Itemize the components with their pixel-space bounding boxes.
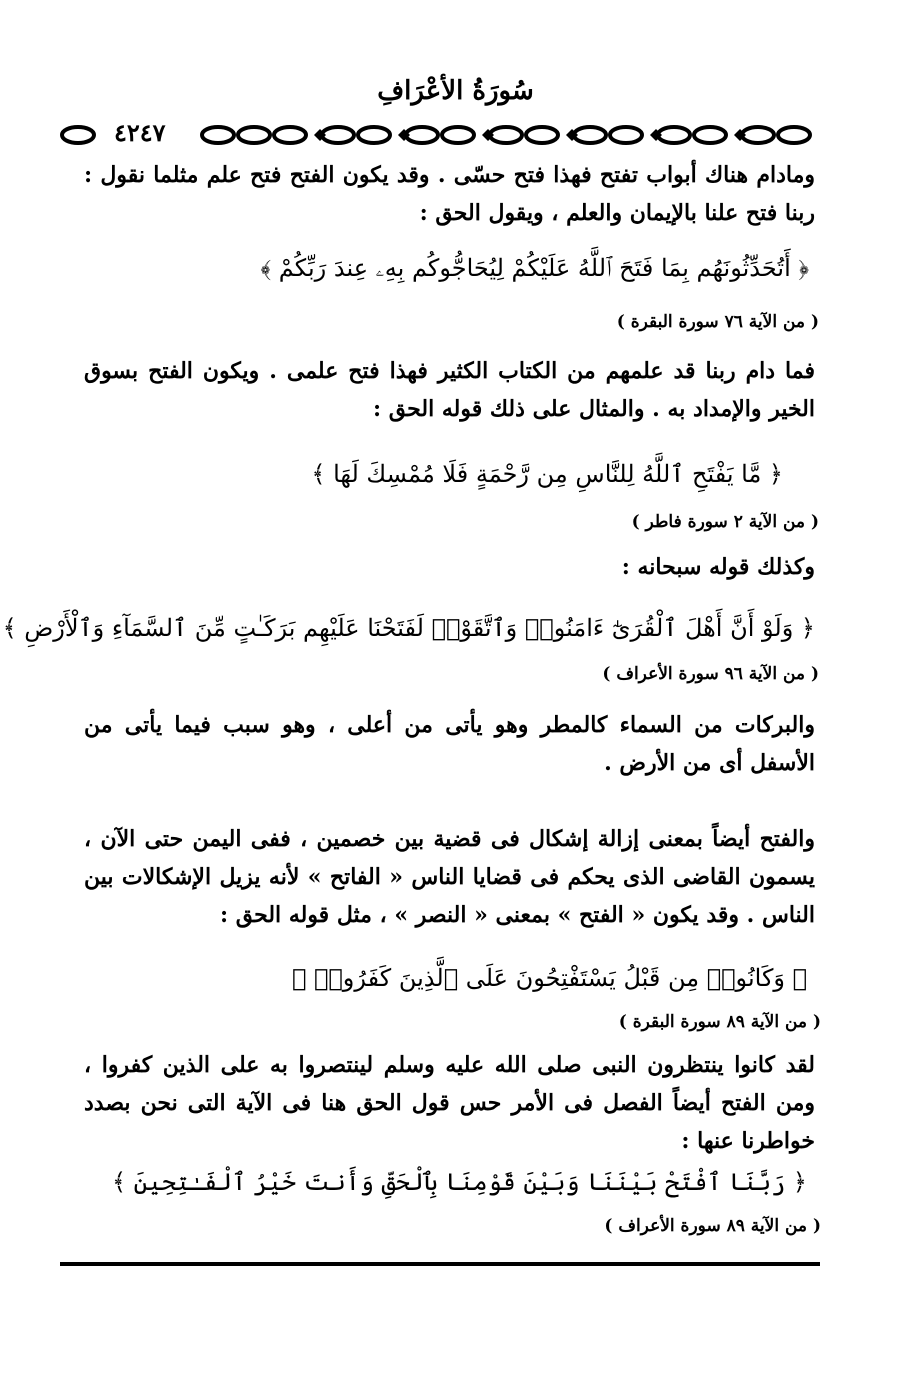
- verse-reference-4: ( من الآية ٨٩ سورة البقرة ): [618, 1012, 821, 1032]
- verse-1: ﴿ أَتُحَدِّثُونَهُم بِمَا فَتَحَ ٱللَّهُ عَلَيْكُمْ لِيُحَاجُّوكُم بِهِۦ عِندَ رَبِّكُمْ ﴾: [260, 254, 809, 282]
- ornament-border: [58, 122, 816, 148]
- paragraph-4: والبركات من السماء كالمطر وهو يأتى من أعلى ، وهو سبب فيما يأتى من الأسفل أى من الأرض .: [84, 712, 815, 776]
- verse-2: ﴿ مَّا يَفْتَحِ ٱللَّهُ لِلنَّاسِ مِن رَّحْمَةٍ فَلَا مُمْسِكَ لَهَا ﴾: [311, 460, 783, 488]
- paragraph-1: ومادام هناك أبواب تفتح فهذا فتح حسّى . وقد يكون الفتح فتح علم مثلما نقول : ربنا فتح علنا بالإيمان والعلم ، ويقول الحق :: [84, 162, 815, 226]
- verse-4: ﴿ وَكَانُوا۟ مِن قَبْلُ يَسْتَفْتِحُونَ عَلَى ٱلَّذِينَ كَفَرُوا۟ ﴾: [291, 964, 807, 992]
- verse-reference-1: ( من الآية ٧٦ سورة البقرة ): [616, 312, 819, 332]
- paragraph-3: وكذلك قوله سبحانه :: [621, 554, 815, 580]
- page-number: ٤٢٤٧: [108, 118, 172, 147]
- verse-3: ﴿ وَلَوْ أَنَّ أَهْلَ ٱلْقُرَىٰٓ ءَامَنُوا۟ وَٱتَّقَوْا۟ لَفَتَحْنَا عَلَيْهِم بَرَكَـٰتٍ مِّنَ ٱلسَّمَآءِ وَٱلْأَرْضِ ﴾: [2, 614, 815, 642]
- paragraph-5: والفتح أيضاً بمعنى إزالة إشكال فى قضية بين خصمين ، ففى اليمن حتى الآن ، يسمون القاضى الذى يحكم فى قضايا الناس « الفاتح » لأنه يزيل الإشكالات بين الناس . وقد يكون « الفتح » بمعنى « النصر » ، مثل قوله الحق :: [84, 826, 815, 928]
- verse-5: ﴿ رَبَّنَا ٱفْتَحْ بَيْنَنَا وَبَيْنَ قَوْمِنَا بِٱلْحَقِّ وَأَنتَ خَيْرُ ٱلْفَـٰتِحِينَ ﴾: [111, 1168, 807, 1196]
- paragraph-2: فما دام ربنا قد علمهم من الكتاب الكثير فهذا فتح علمى . ويكون الفتح بسوق الخير والإمداد به . والمثال على ذلك قوله الحق :: [84, 358, 815, 422]
- bottom-rule: [60, 1262, 820, 1266]
- paragraph-6: لقد كانوا ينتظرون النبى صلى الله عليه وسلم لينتصروا به على الذين كفروا ، ومن الفتح أيضاً الفصل فى الأمر حس قول الحق هنا فى الآية التى نحن بصدد خواطرنا عنها :: [84, 1052, 815, 1154]
- verse-reference-2: ( من الآية ٢ سورة فاطر ): [631, 512, 819, 532]
- verse-reference-3: ( من الآية ٩٦ سورة الأعراف ): [602, 664, 819, 684]
- verse-reference-5: ( من الآية ٨٩ سورة الأعراف ): [604, 1216, 821, 1236]
- page-header-title: سُورَةُ الأعْرَافِ: [377, 76, 534, 106]
